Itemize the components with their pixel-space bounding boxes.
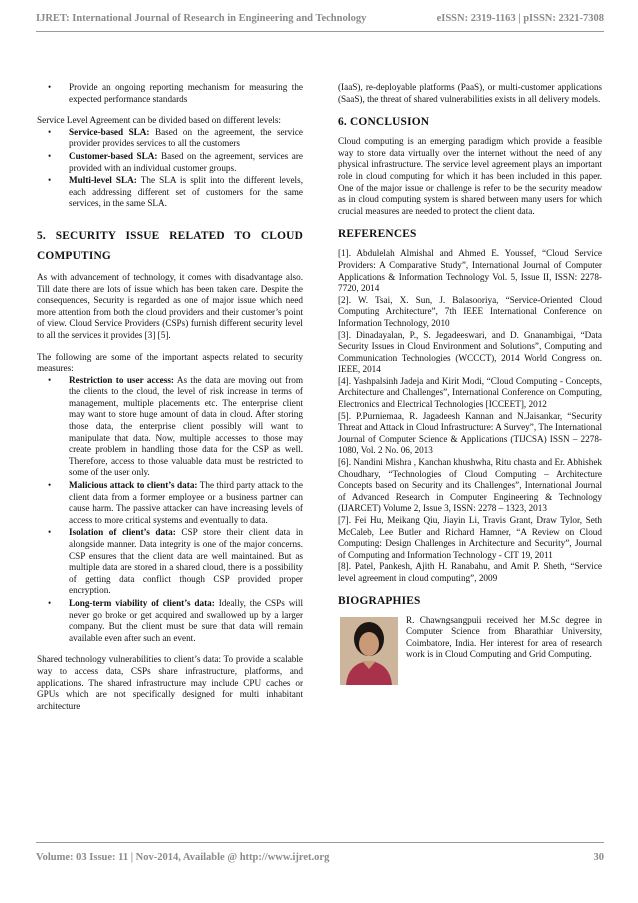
list-item (37, 598, 303, 644)
list-item: • Provide an ongoing reporting mechanism for measuring the expected performance standards (37, 82, 303, 105)
security-aspects-list (37, 375, 303, 645)
term-description: As the data are moving out from the clients to the cloud, the level of risk increase in terms of management, multiple placements etc. The enterprise client may want to store huge amount of data in cloud. After storing those data, the enterprise client possibly will want to manipulate that data. Now, multiple accesses to those may create problem in handling those data for the CSP as well. Therefore, access to those valuable data must be restricted to some of the user only. (69, 374, 303, 478)
running-footer (36, 852, 604, 863)
paragraph: (IaaS), re-deployable platforms (PaaS), or multi-customer applications (SaaS), the threat of shared vulnerabilities exists in all delivery models. (338, 82, 602, 104)
term-description: Based on the agreement, services are provided with an individual customer groups. (69, 150, 303, 173)
sla-list (37, 127, 303, 210)
term-description: Based on the agreement, the service provider provides services to all the customers (69, 126, 303, 149)
biography-block (338, 615, 602, 695)
list-item (37, 175, 303, 210)
reference-item: [6]. Nandini Mishra , Kanchan khushwha, Ritu chasta and Er. Abhishek Choudhary, “Technologies of Cloud Computing – Architecture Concepts based on Security and its Challenges”, International Journal of Advanced Research in Computer Engineering & Technology (IJARCET) Volume 2, Issue 3, ISSN: 2278 – 1323, 2013 (338, 457, 602, 514)
term: Restriction to user access: (69, 374, 174, 385)
biography-text: R. Chawngsangpuii received her M.Sc degree in Computer Science from Bharathiar University, Coimbatore, India. Her interest for area of research work is in Cloud Computing and Grid Computing. (406, 614, 602, 660)
section-6-heading: 6. CONCLUSION (338, 116, 430, 129)
term: Isolation of client’s data: (69, 527, 176, 538)
reference-item: [5]. P.Purniemaa, R. Jagadeesh Kannan and N.Jaisankar, “Security Threat and Attack in Cloud Infrastructure: A Survey”, The International Journal of Computer Science & Applications (TIJCSA) ISSN – 2278-1080, Vol. 2 No. 06, 2013 (338, 410, 602, 456)
references-heading: REFERENCES (338, 228, 417, 241)
header-rule (36, 31, 604, 32)
issn: eISSN: 2319-1163 | pISSN: 2321-7308 (436, 13, 604, 24)
journal-title: IJRET: International Journal of Research in Engineering and Technology (36, 13, 367, 24)
biographies-heading: BIOGRAPHIES (338, 594, 421, 607)
list-item (37, 527, 303, 597)
references-list (338, 248, 602, 584)
paragraph-sla-intro: Service Level Agreement can be divided based on different levels: (37, 115, 281, 126)
term-description: The third party attack to the client data from a former employee or a business partner can cause harm. The passive attacker can have increasing levels of access to more critical systems and eventually to data. (69, 480, 303, 525)
list-item (37, 480, 303, 526)
paragraph: As with advancement of technology, it comes with disadvantage also. Till date there are lots of issue which has been taken care. Despite the consequences, Security is regarded as one of major issue which need more attention from both the cloud providers and their customer’s point of view. Cloud Service Providers (CSPs) furnish different security level to all the services it provides [3] [5]. (37, 271, 303, 340)
reference-item: [1]. Abdulelah Almishal and Ahmed E. Youssef, “Cloud Service Providers: A Comparative Study”, International Journal of Computer Applications & Information Technology Vol. 5, Issue II, ISSN: 2278-7720, 2014 (338, 248, 602, 294)
term: Long-term viability of client’s data: (69, 597, 215, 608)
term-description: The SLA is split into the different levels, each addressing different set of customers for the same services, in the same SLA. (69, 175, 303, 209)
reference-item: [3]. Dinadayalan, P., S. Jegadeeswari, and D. Gnanambigai, “Data Security Issues in Cloud Environment and Solutions”, Computing and Communication Technologies (WCCCT), 2014 World Congress on. IEEE, 2014 (338, 329, 602, 375)
reference-item: [7]. Fei Hu, Meikang Qiu, Jiayin Li, Travis Grant, Draw Tylor, Seth McCaleb, Lee Butler and Richard Hamner, “A Review on Cloud Computing: Design Challenges in Architecture and Security”, Journal of Computing and Information Technology - CIT 19, 2011 (338, 515, 602, 560)
list-item (37, 375, 303, 479)
footer-rule (36, 842, 604, 843)
paragraph: The following are some of the important aspects related to security measures: (37, 351, 303, 374)
list-item (37, 127, 303, 150)
paragraph-conclusion: Cloud computing is an emerging paradigm which provide a feasible way to store data virtually over the internet without the need of any physical infrastructure. The service level agreement plays an important role in cloud computing for which it has been included in this paper. One of the major issue or challenge is refer to be the security meadow as in cloud computing system is shared between many users for which crucial measures are needed to protect the client data. (338, 136, 602, 216)
term: Malicious attack to client’s data: (69, 480, 198, 491)
right-column (338, 82, 602, 695)
running-header (36, 9, 604, 31)
reference-item: [2]. W. Tsai, X. Sun, J. Balasooriya, “Service-Oriented Cloud Computing Architecture”, 7th IEEE International Conference on Information Technology, 2010 (338, 294, 602, 328)
term: Service-based SLA: (69, 126, 150, 137)
volume-info: Volume: 03 Issue: 11 | Nov-2014, Available @ http://www.ijret.org (36, 852, 330, 863)
list-item (37, 151, 303, 174)
term-description: Ideally, the CSPs will never go broke or get acquired and swallowed up by a larger company. But the client must be sure that data will remain available even after such an event. (69, 597, 303, 643)
author-photo (340, 617, 398, 685)
paragraph: Shared technology vulnerabilities to client’s data: To provide a scalable way to access data, CSPs share infrastructure, platforms, and applications. The shared infrastructure may include CPU caches or GPUs which are not specifically designed for multi inhabitant architecture (37, 654, 303, 711)
reference-item: [8]. Patel, Pankesh, Ajith H. Ranabahu, and Amit P. Sheth, “Service level agreement in cloud computing”, 2009 (338, 561, 602, 583)
term: Customer-based SLA: (69, 150, 158, 161)
page-number: 30 (593, 852, 604, 863)
term: Multi-level SLA: (69, 175, 137, 186)
term-description: CSP store their client data in alongside manner. Data integrity is one of the major concerns. CSP ensures that the client data are well maintained. But as multiple data are stored in a shared cloud, there is a possibility of getting data conflict though CSP provided proper encryption. (69, 527, 303, 596)
section-5-heading: 5. SECURITY ISSUE RELATED TO CLOUD COMPUTING (37, 229, 303, 262)
left-column (37, 82, 303, 722)
reference-item: [4]. Yashpalsinh Jadeja and Kirit Modi, “Cloud Computing - Concepts, Architecture and Challenges”, International Conference on Computing, Electronics and Electrical Technologies [ICCEET], 2012 (338, 375, 602, 410)
